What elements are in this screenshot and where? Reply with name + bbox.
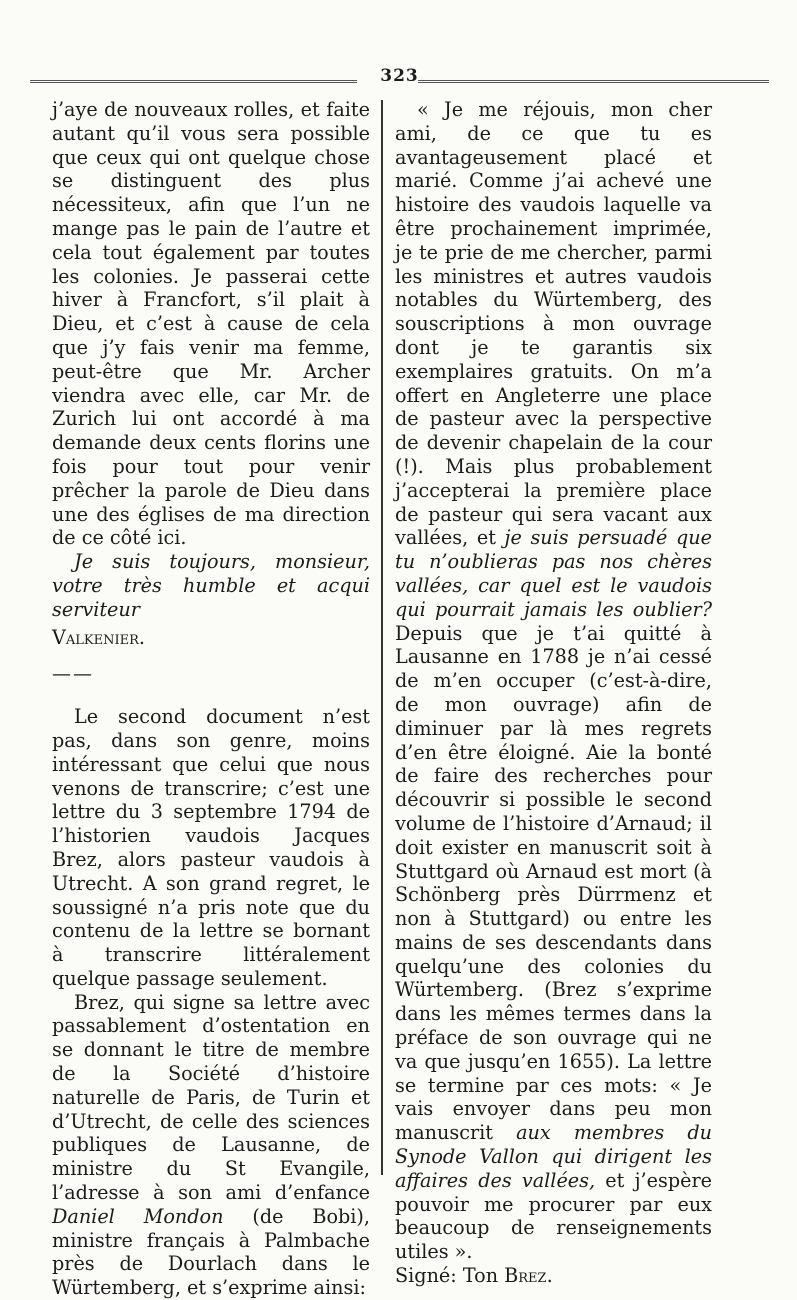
page-number: 323 — [380, 66, 419, 86]
quote-italic-synode: aux membres du Synode Vallon qui dirigent les affaires des vallées, — [395, 1121, 713, 1192]
signature-brez — [395, 1264, 710, 1288]
section-separator: —— — [52, 663, 94, 686]
right-column — [395, 98, 712, 1288]
brez-letter-quote — [395, 98, 712, 1264]
letter-continuation-paragraph: j’aye de nouveaux rolles, et faite autant qu’il vous sera possible que ceux qui ont quelque chose se distinguent des plus nécessiteux, afin que l’un ne mange pas le pain de l’autre et cela tout également par toutes les colonies. Je passerai cette hiver à Francfort, s’il plait à Dieu, et c’est à cause de cela que j’y fais venir ma femme, peut-être que Mr. Archer viendra avec elle, car Mr. de Zurich lui ont accordé à ma demande deux cents florins une fois pour tout pour venir prêcher la parole de Dieu dans une des églises de ma direction de ce côté ici. — [52, 98, 370, 550]
header-rule-right — [418, 80, 769, 83]
letter-closing: Je suis toujours, monsieur, votre très humble et acqui serviteur — [52, 550, 370, 621]
column-divider — [381, 100, 383, 1175]
quote-text-b: Depuis que je t’ai quitté à Lausanne en 1788 je n’ai cessé de m’en occuper (c’est-à-dire, de mon ouvrage) afin de diminuer par là mes regrets d’en être éloigné. Aie la bonté de faire des recherches pour découvrir si possible le second volume de l’histoire d’Arnaud; il doit exister en manuscrit soit à Stuttgard où Arnaud est mort (à Schönberg près Dürrmenz et non à Stuttgard) ou entre les mains de ses descendants dans quelqu’une des colonies du Würtemberg. (Brez s’exprime dans les mêmes termes dans la préface de son ouvrage qui ne va que jusqu’en 1655). La lettre se termine par ces mots: « Je vais envoyer dans peu mon manuscrit — [395, 621, 712, 1145]
brez-intro-text-a: Brez, qui signe sa lettre avec passablement d’ostentation en se donnant le titre de membre de la Société d’histoire naturelle de Paris, de Turin et d’Utrecht, de celle des sciences publiques de Lausanne, de ministre du St Evangile, l’adresse à son ami d’enfance — [52, 990, 370, 1205]
signed-name: Brez. — [504, 1264, 553, 1288]
quote-text-a: « Je me réjouis, mon cher ami, de ce que tu es avantageusement placé et marié. Comme j’ai achevé une histoire des vaudois laquelle va être prochainement imprimée, je te prie de me chercher, parmi les ministres et autres vaudois notables du Würtemberg, des souscriptions à mon ouvrage dont je te garantis six exemplaires gratuits. On m’a offert en Angleterre une place de pasteur avec la perspective de devenir chapelain de la cour (!). Mais plus probablement j’accepterai la première place de pasteur qui sera vacant aux vallées, et — [395, 98, 712, 550]
signed-label: Signé: Ton — [395, 1264, 505, 1288]
daniel-mondon-name: Daniel Mondon — [52, 1204, 224, 1228]
brez-intro-paragraph — [52, 991, 370, 1300]
second-document-paragraph: Le second document n’est pas, dans son genre, moins intéressant que celui que nous venons de transcrire; c’est une lettre du 3 septembre 1794 de l’historien vaudois Jacques Brez, alors pasteur vaudois à Utrecht. A son grand regret, le soussigné n’a pris note que du contenu de la lettre se bornant à transcrire littéralement quelque passage seulement. — [52, 705, 370, 990]
left-column — [52, 98, 370, 1300]
quote-text-c: et j’espère pouvoir me procurer par eux beaucoup de renseignements utiles ». — [395, 1168, 712, 1264]
page-header — [30, 66, 769, 96]
quote-italic-vallees: je suis persuadé que tu n’oublieras pas nos chères vallées, car quel est le vaudois qui pourrait jamais les oublier? — [395, 526, 712, 621]
brez-intro-text-b: (de Bobi), ministre français à Palmbache près de Dourlach dans le Würtemberg, et s’exprime ainsi: — [52, 1204, 370, 1300]
signature-valkenier: Valkenier. — [52, 625, 145, 649]
